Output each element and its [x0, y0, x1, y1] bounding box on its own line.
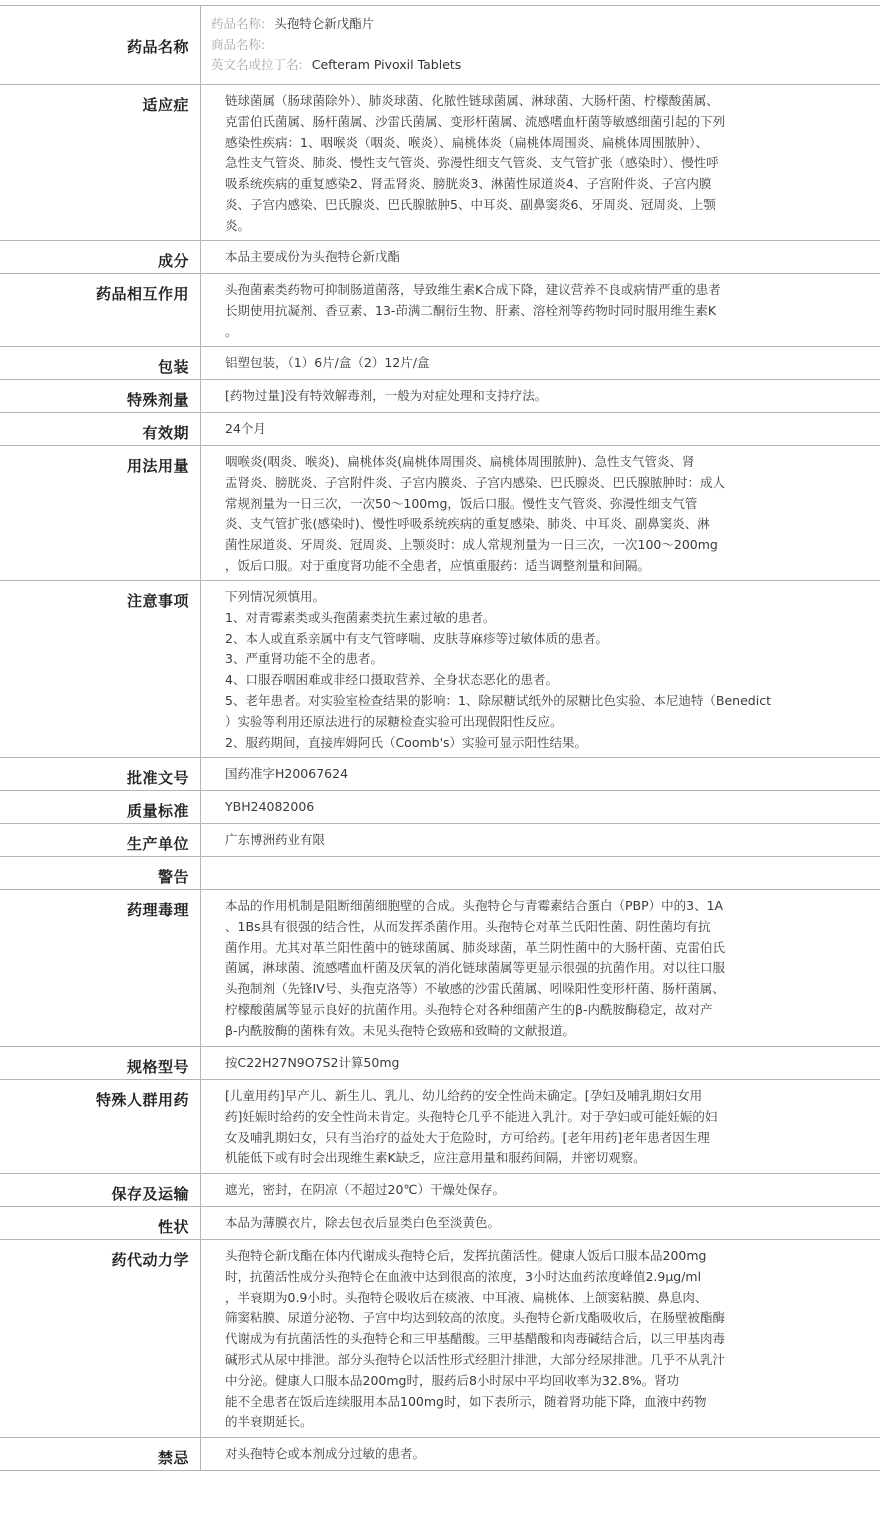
row-label: 特殊剂量: [0, 380, 201, 412]
value-line: 24个月: [225, 421, 266, 436]
row-value: [201, 824, 880, 856]
value-line: 时，抗菌活性成分头孢特仑在血液中达到很高的浓度，3小时达血药浓度峰值2.9μg/ml: [225, 1268, 702, 1284]
value-line: [儿童用药]早产儿、新生儿、乳儿、幼儿给药的安全性尚未确定。[孕妇及哺乳期妇女用: [225, 1088, 703, 1103]
value-line: ）实验等利用还原法进行的尿糖检查实验可出现假阳性反应。: [225, 713, 563, 729]
value-line: 炎、子宫内感染、巴氏腺炎、巴氏腺脓肿5、中耳炎、副鼻窦炎6、牙周炎、冠周炎、上颚: [225, 196, 716, 212]
value-line: 广东博洲药业有限: [225, 832, 326, 847]
row-label: 批准文号: [0, 758, 201, 790]
value-line: 长期使用抗凝剂、香豆素、13-茚满二酮衍生物、肝素、溶栓剂等药物时同时服用维生素K: [225, 302, 717, 318]
value-line: 遮光，密封，在阴凉（不超过20℃）干燥处保存。: [225, 1182, 505, 1197]
row-label: 禁忌: [0, 1438, 201, 1470]
row-value: [201, 380, 880, 412]
row-label: 药理毒理: [0, 890, 201, 1046]
value-line: 本品主要成份为头孢特仑新戊酯: [225, 249, 401, 264]
value-line: 菌属，淋球菌、流感嗜血杆菌及厌氧的消化链球菌属等更显示很强的抗菌作用。对以往口服: [225, 960, 726, 976]
name-line-label: 药品名称:: [211, 16, 266, 31]
info-row: [0, 1174, 880, 1207]
row-value: [201, 274, 880, 346]
info-row: [0, 758, 880, 791]
info-row: [0, 1047, 880, 1080]
row-value: [201, 1047, 880, 1079]
value-line: 2、服药期间，直接库姆阿氏（Coomb's）实验可显示阳性结果。: [225, 734, 588, 750]
row-value: [201, 1080, 880, 1173]
row-label: 成分: [0, 241, 201, 273]
row-value: [201, 1174, 880, 1206]
value-line: 菌性尿道炎、牙周炎、冠周炎、上颚炎时：成人常规剂量为一日三次，一次100～200mg: [225, 537, 718, 553]
info-row: [0, 85, 880, 241]
row-value: [201, 241, 880, 273]
value-line: 菌作用。尤其对革兰阳性菌中的链球菌属、肺炎球菌，革兰阴性菌中的大肠杆菌、克雷伯氏: [225, 939, 726, 955]
value-line: 能不全患者在饭后连续服用本品100mg时，如下表所示，随着肾功能下降，血液中药物: [225, 1393, 707, 1409]
value-line: 碱形式从尿中排泄。部分头孢特仑以活性形式经胆汁排泄，大部分经尿排泄。几乎不从乳汁: [225, 1351, 726, 1367]
info-row: [0, 824, 880, 857]
row-label: 生产单位: [0, 824, 201, 856]
row-label: 规格型号: [0, 1047, 201, 1079]
info-row: [0, 1080, 880, 1174]
row-value: [201, 758, 880, 790]
name-line-label: 英文名或拉丁名:: [211, 57, 303, 72]
value-line: 3、严重肾功能不全的患者。: [225, 651, 383, 667]
row-label: 质量标准: [0, 791, 201, 823]
name-line-value: 头孢特仑新戊酯片: [274, 16, 375, 31]
value-line: ，饭后口服。对于重度肾功能不全患者，应慎重服药：适当调整剂量和间隔。: [225, 557, 651, 573]
value-line: 克雷伯氏菌属、肠杆菌属、沙雷氏菌属、变形杆菌属、流感嗜血杆菌等敏感细菌引起的下列: [225, 113, 726, 129]
name-line-value: Cefteram Pivoxil Tablets: [311, 57, 462, 72]
info-row: [0, 446, 880, 581]
value-line: 5、老年患者。对实验室检查结果的影响：1、除尿糖试纸外的尿糖比色实验、本尼迪特（Benedict: [225, 692, 771, 708]
value-line: 、1Bs具有很强的结合性，从而发挥杀菌作用。头孢特仑对革兰氏阳性菌、阴性菌均有抗: [225, 918, 711, 934]
row-value: [201, 6, 880, 84]
value-line: YBH24082006: [225, 799, 315, 814]
row-label: 性状: [0, 1207, 201, 1239]
value-line: 头孢特仑新戊酯在体内代谢成头孢特仑后，发挥抗菌活性。健康人饭后口服本品200mg: [225, 1248, 707, 1263]
row-value: [201, 347, 880, 379]
row-label: 保存及运输: [0, 1174, 201, 1206]
info-row: [0, 241, 880, 274]
value-line: 咽喉炎(咽炎、喉炎)、扁桃体炎(扁桃体周围炎、扁桃体周围脓肿)、急性支气管炎、肾: [225, 454, 695, 469]
name-line: [211, 35, 870, 56]
info-row: [0, 6, 880, 85]
info-row: [0, 581, 880, 758]
row-label: 包装: [0, 347, 201, 379]
value-line: 本品为薄膜衣片，除去包衣后显类白色至淡黄色。: [225, 1215, 501, 1230]
row-value: [201, 413, 880, 445]
info-row: [0, 890, 880, 1047]
value-line: 头孢菌素类药物可抑制肠道菌落，导致维生素K合成下降，建议营养不良或病情严重的患者: [225, 282, 721, 297]
value-line: 2、本人或直系亲属中有支气管哮喘、皮肤荨麻疹等过敏体质的患者。: [225, 630, 608, 646]
value-line: 筛窦粘膜、尿道分泌物、子宫中均达到较高的浓度。头孢特仑新戊酯吸收后，在肠壁被酯酶: [225, 1310, 726, 1326]
value-line: 盂肾炎、膀胱炎、子宫附件炎、子宫内膜炎、子宫内感染、巴氏腺炎、巴氏腺脓肿时：成人: [225, 474, 726, 490]
value-line: 链球菌属（肠球菌除外）、肺炎球菌、化脓性链球菌属、淋球菌、大肠杆菌、柠檬酸菌属、: [225, 93, 719, 108]
info-row: [0, 857, 880, 890]
value-line: 铝塑包装，（1）6片/盒（2）12片/盒: [225, 355, 430, 370]
value-line: 感染性疾病：1、咽喉炎（咽炎、喉炎）、扁桃体炎（扁桃体周围炎、扁桃体周围脓肿）、: [225, 134, 708, 150]
row-label: 药品相互作用: [0, 274, 201, 346]
value-line: 女及哺乳期妇女，只有当治疗的益处大于危险时，方可给药。[老年用药]老年患者因生理: [225, 1129, 710, 1145]
info-row: [0, 1207, 880, 1240]
info-row: [0, 274, 880, 347]
info-row: [0, 791, 880, 824]
row-label: 注意事项: [0, 581, 201, 757]
row-label: 用法用量: [0, 446, 201, 580]
value-line: 机能低下或有时会出现维生素K缺乏，应注意用量和服药间隔，并密切观察。: [225, 1150, 646, 1166]
row-value: [201, 446, 880, 580]
value-line: 下列情况须慎用。: [225, 589, 326, 604]
name-line: [211, 55, 870, 76]
value-line: 对头孢特仑或本剂成分过敏的患者。: [225, 1446, 426, 1461]
value-line: 常规剂量为一日三次，一次50～100mg，饭后口服。慢性支气管炎、弥漫性细支气管: [225, 495, 698, 511]
row-label: 药品名称: [0, 6, 201, 84]
value-line: 按C22H27N9O7S2计算50mg: [225, 1055, 400, 1070]
value-line: β-内酰胺酶的菌株有效。未见头孢特仑致癌和致畸的文献报道。: [225, 1022, 575, 1038]
value-line: ，半衰期为0.9小时。头孢特仑吸收后在痰液、中耳液、扁桃体、上颌窦粘膜、鼻息肉、: [225, 1289, 708, 1305]
value-line: 4、口服吞咽困难或非经口摄取营养、全身状态恶化的患者。: [225, 672, 558, 688]
info-row: [0, 1240, 880, 1438]
value-line: 急性支气管炎、肺炎、慢性支气管炎、弥漫性细支气管炎、支气管扩张（感染时）、慢性呼: [225, 155, 719, 171]
row-value: [201, 1240, 880, 1437]
value-line: 本品的作用机制是阻断细菌细胞壁的合成。头孢特仑与青霉素结合蛋白（PBP）中的3、1A: [225, 898, 724, 913]
value-line: 柠檬酸菌属等显示良好的抗菌作用。头孢特仑对各种细菌产生的β-内酰胺酶稳定，故对产: [225, 1001, 713, 1017]
row-value: [201, 581, 880, 757]
info-row: [0, 347, 880, 380]
name-line-label: 商品名称:: [211, 36, 266, 52]
value-line: 国药准字H20067624: [225, 766, 349, 781]
info-row: [0, 413, 880, 446]
row-label: 特殊人群用药: [0, 1080, 201, 1173]
row-label: 有效期: [0, 413, 201, 445]
row-value: [201, 1438, 880, 1470]
info-row: [0, 380, 880, 413]
value-line: 的半衰期延长。: [225, 1414, 313, 1430]
info-row: [0, 1438, 880, 1471]
row-label: 适应症: [0, 85, 201, 240]
name-line: [211, 14, 870, 35]
value-line: 中分泌。健康人口服本品200mg时，服药后8小时尿中平均回收率为32.8%。肾功: [225, 1372, 680, 1388]
row-value: [201, 791, 880, 823]
row-value: [201, 85, 880, 240]
value-line: 药]妊娠时给药的安全性尚未肯定。头孢特仑几乎不能进入乳汁。对于孕妇或可能妊娠的妇: [225, 1108, 718, 1124]
value-line: 代谢成为有抗菌活性的头孢特仑和三甲基醋酸。三甲基醋酸和肉毒碱结合后，以三甲基肉毒: [225, 1331, 726, 1347]
value-line: 炎、支气管扩张(感染时)、慢性呼吸系统疾病的重复感染、肺炎、中耳炎、副鼻窦炎、淋: [225, 516, 710, 532]
value-line: 吸系统疾病的重复感染2、肾盂肾炎、膀胱炎3、淋菌性尿道炎4、子宫附件炎、子宫内膜: [225, 176, 712, 192]
value-line: [药物过量]没有特效解毒剂，一般为对症处理和支持疗法。: [225, 388, 548, 403]
row-value: [201, 890, 880, 1046]
drug-info-table: [0, 5, 880, 1471]
value-line: 。: [225, 323, 238, 339]
value-line: 头孢制剂（先锋IV号、头孢克洛等）不敏感的沙雷氏菌属、吲哚阳性变形杆菌、肠杆菌属、: [225, 981, 725, 997]
row-label: 药代动力学: [0, 1240, 201, 1437]
value-line: 1、对青霉素类或头孢菌素类抗生素过敏的患者。: [225, 609, 496, 625]
value-line: 炎。: [225, 217, 251, 233]
row-label: 警告: [0, 857, 201, 889]
row-value: [201, 857, 880, 889]
row-value: [201, 1207, 880, 1239]
